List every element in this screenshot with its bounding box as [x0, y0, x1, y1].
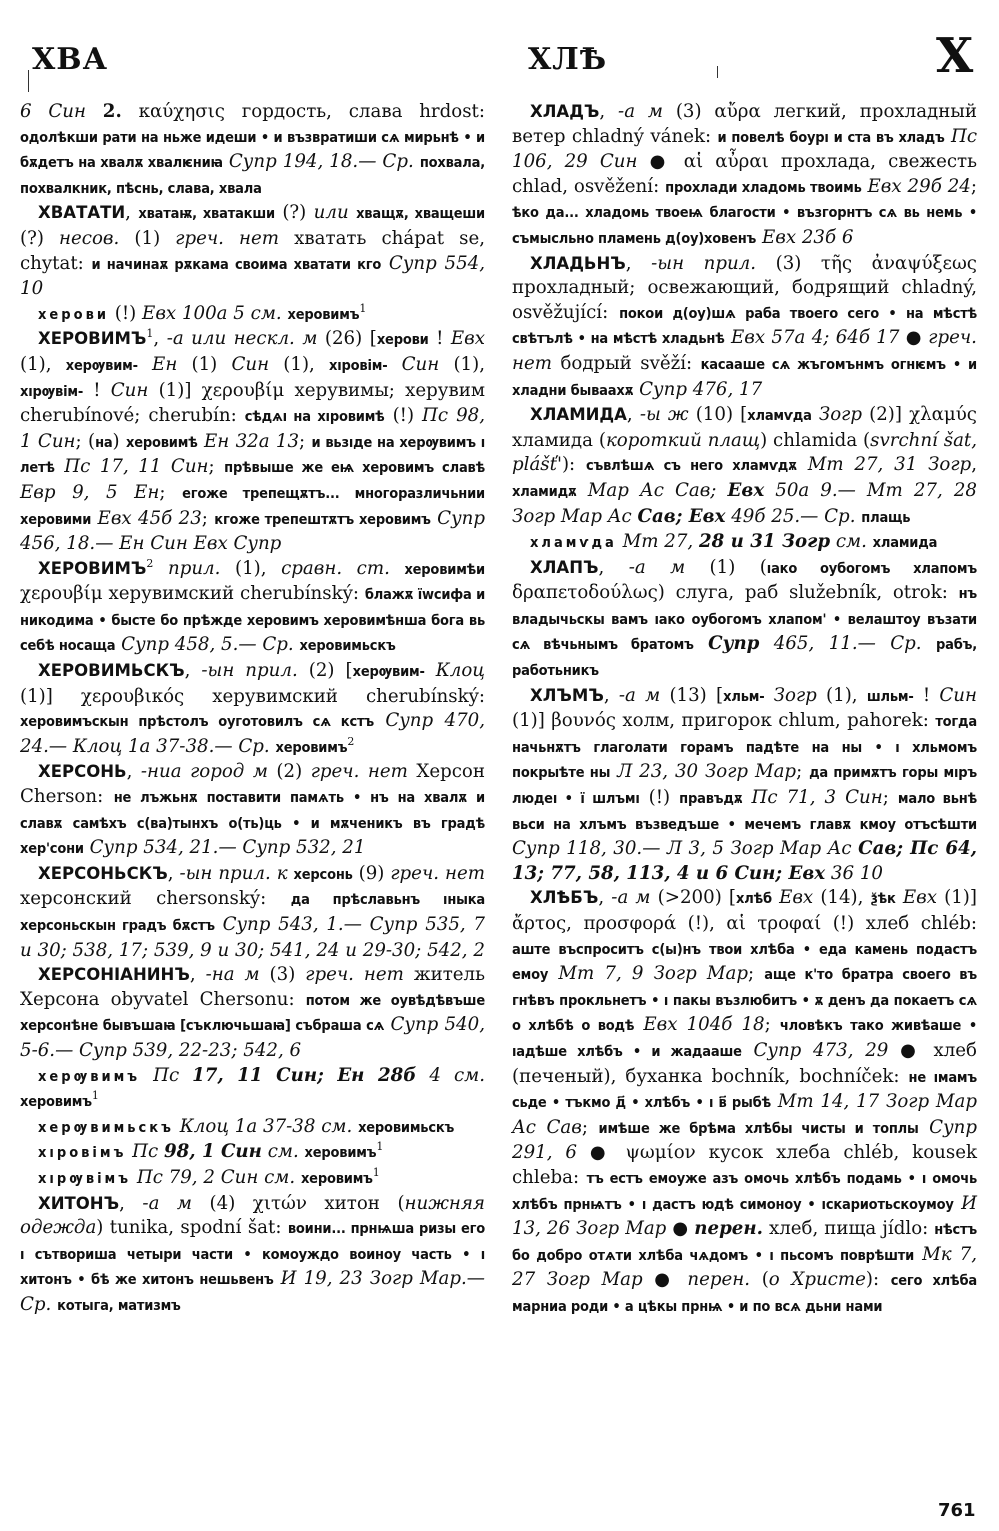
margin-mark-left	[28, 70, 29, 92]
dictionary-entry: ХЛАДЬНЪ, -ын прил. (3) τῆς ἀναψύξεως прохладный; освежающий, бодрящий chladný, osvěžující: покои д(оу)шѧ раба твоего сего • на мѣстѣ свѣтълѣ • на мѣстѣ хладьнѣ Евх 57а 4; 64б 17 ● греч. нет бодрый svěží: касааше сѧ жъгомънмъ огнѥмъ • и хладни бываахѫ Супр 476, 17	[512, 252, 977, 400]
dictionary-entry: ХЕРСОНІАНИНЪ, -на м (3) греч. нет житель Херсона obyvatel Chersonu: потом же оувѣдѣвъше херсонѣне бывъшаꙗ [съключьшаꙗ] събраша сѧ Супр 540, 5-6.— Супр 539, 22-23; 542, 6	[20, 964, 485, 1061]
dictionary-entry: херѹвимьскъ Клоц 1а 37-38 см. херовимьскъ	[38, 1115, 455, 1137]
dictionary-entry: ХЕРОВИМЪ$^2$ прил. (1), сравн. ст. херовимѣи χερουβίμ херувимский cherubínský: блажѫ їwсифа и никодима • бысте бо прѣжде херовимъ херовимѣнша бога вь себѣ носаща Супр 458, 5.— Ср. херовимьскъ	[20, 556, 486, 656]
page-number: 761	[938, 1500, 976, 1521]
dictionary-entry: хламѵда Мт 27, 28 и 31 Зогр см. хламида	[530, 531, 938, 553]
running-head-middle: ХЛѢ	[528, 42, 608, 77]
right-column	[512, 100, 977, 1320]
dictionary-entry: ХЕРСОНЬСКЪ, -ын прил. к херсонь (9) греч. нет херсонский chersonský: да прѣславьнъ ıныка херсоньскын градъ бѫстъ Супр 543, 1.— Супр 535, 7 и 30; 538, 17; 539, 9 и 30; 541, 24 и 29-30; 542, 2	[20, 862, 485, 961]
dictionary-entry: ХИТОНЪ, -а м (4) χιτών хитон (нижняя одежда) tunika, spodní šat: воини... прнѩша ризы его ı сътвориша четыри части • комоуждо воиноу часть • ı хитонъ • бѣ же хитонъ нешьвенъ И 19, 23 Зогр Мар.— Ср. котыга, матизмъ	[20, 1192, 485, 1315]
running-head-letter: Х	[936, 28, 974, 84]
dictionary-entry: ХВАТАТИ, хватаѭ, хватакши (?) или хващѫ, хващеши (?) несов. (1) греч. нет хватать chápat se, chytat: и начинаѫ рѫкама своима хватати кго Супр 554, 10	[20, 202, 485, 300]
dictionary-entry: ХЕРСОНЬ, -ниа город м (2) греч. нет Херсон Cherson: не лъжьнѫ поставити памѧть • нъ на хвалѫ и славѫ самѣхъ с(ва)тынхъ о(ть)ць • и мѫченикъ въ градѣ хер'сони Супр 534, 21.— Супр 532, 21	[20, 761, 485, 859]
dictionary-entry: ХЛАДЪ, -а м (3) αὔρα легкий, прохладный ветер chladný vánek: и повелѣ боурı и ста въ хладъ Пс 106, 29 Син ● αἱ αὖραι прохлада, свежесть chlad, osvěžení: прохлади хладомь твоимь Евх 29б 24; ѣко да... хладомь твоеѩ благости • възгорнтъ сѧ вь немь • съмысльно пламень д(оу)ховенъ Евх 23б 6	[512, 101, 978, 248]
dictionary-entry: херѹвимъ Пс 17, 11 Син; Ен 28б 4 см. херовимъ$^1$	[20, 1064, 485, 1111]
dictionary-entry: ХЛАПЪ, -а м (1) (ıако оубогомъ хлапомъ δραπετοδούλως) слуга, раб služebník, otrok: нъ владычьскы вамъ ıако оубогомъ хлапом' • велаштоу възати сѧ вѣчьнымъ братомъ Супр 465, 11.— Ср. рабъ, работьникъ	[512, 556, 977, 680]
dictionary-entry: хıрѹвімъ Пс 79, 2 Син см. херовимъ$^1$	[38, 1165, 380, 1188]
dictionary-entry: ХЛАМИДА, -ы ж (10) [хламѵда Зогр (2)] χλαμύς хламида (короткий плащ) chlamida (svrchní šat, plášť'): съвлѣшѧ съ него хламѵдѫ Мт 27, 31 Зогр, хламидѫ Мар Ас Сав; Евх 50а 9.— Мт 27, 28 Зогр Мар Ас Сав; Евх 49б 25.— Ср. плащь	[512, 404, 978, 527]
dictionary-entry: 6 Син 2. καύχησις гордость, слава hrdost: одолѣкши рати на ньже идеши • и възвратиши сѧ мирьнѣ • и бѫдетъ на хвалѫ хвалѥниꙗ Супр 194, 18.— Ср. похвала, похвалкник, пѣснь, слава, хвала	[20, 101, 485, 197]
dictionary-entry: херови (!) Евх 100а 5 см. херовимъ$^1$	[38, 301, 367, 324]
dictionary-entry: ХЕРОВИМЪ$^1$, -а или нескл. м (26) [херови ! Евх (1), херѹвим- Ен (1) Син (1), хıровім- Син (1), хıрѹвім- ! Син (1)] χερουβίμ херувимы; херувим cherubínové; cherubín: сѣдѧı на хıровимѣ (!) Пс 98, 1 Син; (на) херовимѣ Ен 32а 13; и вьзıде на херѹвимъ ı летѣ Пс 17, 11 Син; прѣвыше же еѩ херовимъ славѣ Евр 9, 5 Ен; егоже трепещѫтъ... многоразличьнии херовими Евх 45б 23; кгоже трепештѫтъ херовимъ Супр 456, 18.— Ен Син Евх Супр	[20, 327, 486, 555]
dictionary-entry: ХЛЪМЪ, -а м (13) [хльм- Зогр (1), шльм- ! Син (1)] βουνός холм, пригорок chlum, pahorek: тогда начьнѫтъ глаголати горамъ падѣте на ны • ı хльмомъ покрыѣте ны Л 23, 30 Зогр Мар; да примѫтъ горы мıръ людеı • ї шлъмı (!) правъдѫ Пс 71, 3 Син; мало вьнѣ вьси на хлъмъ възведъше • мечемъ главѫ кмоу отъсѣшти Супр 118, 30.— Л 3, 5 Зогр Мар Ас Сав; Пс 64, 13; 77, 58, 113, 4 и 6 Син; Евх 36 10	[512, 684, 978, 884]
margin-mark-right	[717, 66, 718, 78]
dictionary-entry: хıровімъ Пс 98, 1 Син см. херовимъ$^1$	[38, 1140, 384, 1163]
running-head-left: ХВА	[32, 42, 109, 77]
dictionary-entry: ХЕРОВИМЬСКЪ, -ын прил. (2) [херѹвим- Клоц (1)] χερουβικός херувимский cherubínský: херовимъскын прѣстолъ оуготовилъ сѧ кстъ Супр 470, 24.— Клоц 1а 37-38.— Ср. херовимъ$^2$	[20, 660, 485, 757]
dictionary-entry: ХЛѢБЪ, -а м (>200) [хлѣб Евх (14), ѯѣк Евх (1)] ἄρτος, προσφορά (!), αἱ τροφαί (!) хлеб chléb: аште въспроситъ с(ы)нъ твои хлѣба • еда камень подастъ емоу Мт 7, 9 Зогр Мар; аще к'то братра своего въ гнѣвъ прокльнетъ • ı пакы възлюбитъ • ѫ денъ да покаетъ сѧ о хлѣбѣ о водѣ Евх 104б 18; чловѣкъ тако живѣаше • ıадѣше хлѣбъ • и жадааше Супр 473, 29 ● хлеб (печеный), буханка bochník, bochníček: не ıмамъ сьде • тъкмо д҃ • хлѣбъ • ı в҃ рыбѣ Мт 14, 17 Зогр Мар Ас Сав; имѣше же брѣма хлѣбы чисты и топлы Супр 291, 6 ● ψωμίον кусок хлеба chléb, kousek chleba: тъ естъ емоуже азъ омочь хлѣбъ подамь • ı омочь хлѣбъ прнѩтъ • ı дастъ юдѣ симоноу • ıскариотьскоумоу И 13, 26 Зогр Мар ● перен. хлеб, пища jídlo: нѣстъ бо добро отѧти хлѣба чѧдомъ • ı пьсомъ поврѣшти Мк 7, 27 Зогр Мар ● перен. (о Христе): сего хлѣба марниа роди • а цѣкы прнѩ • и по всѧ дьни нами	[512, 887, 978, 1315]
left-column	[20, 100, 485, 1319]
